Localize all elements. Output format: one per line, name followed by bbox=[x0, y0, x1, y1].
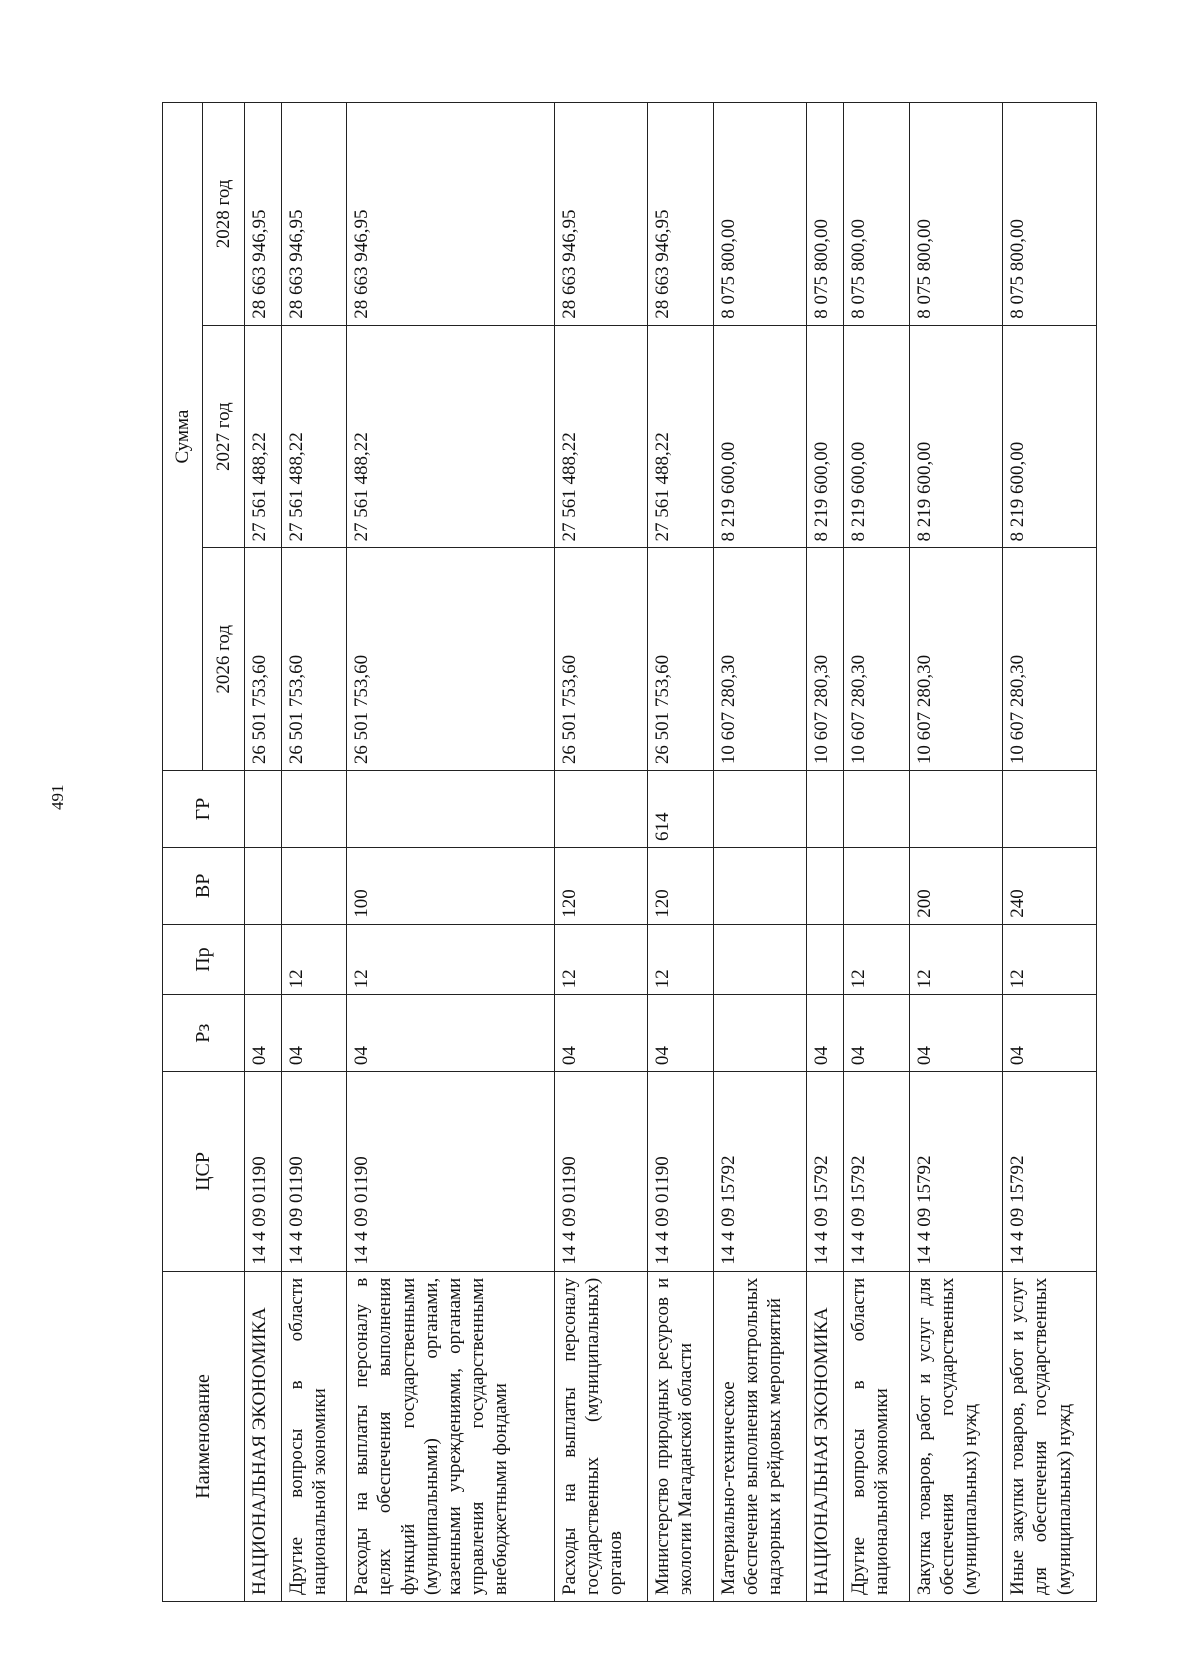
cell-name: Расходы на выплаты персоналу в целях обеспечения выполнения функций государственными (муниципальными) органами, казенными учреждениями, органами управления государственными внебюджетными фондами bbox=[347, 1271, 554, 1601]
cell-pr bbox=[807, 924, 844, 995]
cell-vr: 120 bbox=[554, 847, 648, 924]
header-csr: ЦСР bbox=[163, 1072, 245, 1272]
cell-sum-2026: 10 607 280,30 bbox=[713, 548, 807, 771]
cell-vr: 200 bbox=[909, 847, 1003, 924]
cell-sum-2028: 8 075 800,00 bbox=[713, 103, 807, 326]
cell-sum-2028: 8 075 800,00 bbox=[807, 103, 844, 326]
cell-gr bbox=[347, 771, 554, 848]
cell-rz: 04 bbox=[347, 995, 554, 1072]
cell-csr: 14 4 09 01190 bbox=[347, 1072, 554, 1272]
cell-gr bbox=[554, 771, 648, 848]
cell-sum-2028: 28 663 946,95 bbox=[648, 103, 713, 326]
cell-sum-2027: 27 561 488,22 bbox=[347, 325, 554, 548]
table-row bbox=[713, 103, 807, 1602]
cell-sum-2028: 8 075 800,00 bbox=[844, 103, 909, 326]
header-year-2028: 2028 год bbox=[203, 103, 245, 326]
cell-pr: 12 bbox=[347, 924, 554, 995]
cell-sum-2027: 27 561 488,22 bbox=[281, 325, 346, 548]
cell-name: НАЦИОНАЛЬНАЯ ЭКОНОМИКА bbox=[245, 1271, 282, 1601]
header-rz: Рз bbox=[163, 995, 245, 1072]
cell-rz bbox=[713, 995, 807, 1072]
cell-sum-2027: 27 561 488,22 bbox=[554, 325, 648, 548]
cell-sum-2028: 28 663 946,95 bbox=[281, 103, 346, 326]
rotated-table-container bbox=[162, 102, 1097, 1602]
cell-vr bbox=[713, 847, 807, 924]
cell-pr: 12 bbox=[1003, 924, 1097, 995]
table-row bbox=[844, 103, 909, 1602]
cell-sum-2028: 8 075 800,00 bbox=[1003, 103, 1097, 326]
cell-sum-2027: 27 561 488,22 bbox=[648, 325, 713, 548]
cell-gr bbox=[713, 771, 807, 848]
cell-csr: 14 4 09 01190 bbox=[554, 1072, 648, 1272]
cell-rz: 04 bbox=[281, 995, 346, 1072]
cell-sum-2027: 8 219 600,00 bbox=[807, 325, 844, 548]
cell-sum-2026: 10 607 280,30 bbox=[807, 548, 844, 771]
cell-rz: 04 bbox=[648, 995, 713, 1072]
cell-sum-2026: 10 607 280,30 bbox=[1003, 548, 1097, 771]
cell-vr bbox=[844, 847, 909, 924]
cell-vr: 120 bbox=[648, 847, 713, 924]
table-row bbox=[807, 103, 844, 1602]
table-row bbox=[909, 103, 1003, 1602]
cell-name: Расходы на выплаты персоналу государственных (муниципальных) органов bbox=[554, 1271, 648, 1601]
cell-csr: 14 4 09 01190 bbox=[648, 1072, 713, 1272]
cell-sum-2027: 8 219 600,00 bbox=[844, 325, 909, 548]
header-sum: Сумма bbox=[163, 103, 203, 771]
cell-name: Материально-техническое обеспечение выполнения контрольных надзорных и рейдовых мероприятий bbox=[713, 1271, 807, 1601]
cell-gr: 614 bbox=[648, 771, 713, 848]
cell-vr bbox=[281, 847, 346, 924]
table-row bbox=[347, 103, 554, 1602]
cell-pr bbox=[245, 924, 282, 995]
cell-sum-2026: 26 501 753,60 bbox=[554, 548, 648, 771]
cell-name: Другие вопросы в области национальной экономики bbox=[844, 1271, 909, 1601]
table-row bbox=[648, 103, 713, 1602]
cell-sum-2027: 8 219 600,00 bbox=[909, 325, 1003, 548]
cell-rz: 04 bbox=[909, 995, 1003, 1072]
cell-name: НАЦИОНАЛЬНАЯ ЭКОНОМИКА bbox=[807, 1271, 844, 1601]
cell-name: Иные закупки товаров, работ и услуг для обеспечения государственных (муниципальных) нужд bbox=[1003, 1271, 1097, 1601]
header-vr: ВР bbox=[163, 847, 245, 924]
cell-sum-2026: 26 501 753,60 bbox=[245, 548, 282, 771]
cell-gr bbox=[1003, 771, 1097, 848]
cell-sum-2028: 8 075 800,00 bbox=[909, 103, 1003, 326]
cell-vr bbox=[245, 847, 282, 924]
cell-vr: 100 bbox=[347, 847, 554, 924]
cell-pr bbox=[713, 924, 807, 995]
cell-gr bbox=[807, 771, 844, 848]
cell-sum-2028: 28 663 946,95 bbox=[554, 103, 648, 326]
cell-csr: 14 4 09 15792 bbox=[844, 1072, 909, 1272]
cell-sum-2026: 26 501 753,60 bbox=[347, 548, 554, 771]
cell-csr: 14 4 09 01190 bbox=[245, 1072, 282, 1272]
cell-name: Закупка товаров, работ и услуг для обеспечения государственных (муниципальных) нужд bbox=[909, 1271, 1003, 1601]
header-year-2026: 2026 год bbox=[203, 548, 245, 771]
table-row bbox=[554, 103, 648, 1602]
table-row bbox=[245, 103, 282, 1602]
cell-gr bbox=[844, 771, 909, 848]
cell-sum-2028: 28 663 946,95 bbox=[245, 103, 282, 326]
cell-sum-2027: 27 561 488,22 bbox=[245, 325, 282, 548]
cell-csr: 14 4 09 15792 bbox=[713, 1072, 807, 1272]
table-body bbox=[245, 103, 1097, 1602]
cell-sum-2028: 28 663 946,95 bbox=[347, 103, 554, 326]
cell-csr: 14 4 09 15792 bbox=[807, 1072, 844, 1272]
cell-sum-2026: 10 607 280,30 bbox=[909, 548, 1003, 771]
cell-sum-2027: 8 219 600,00 bbox=[1003, 325, 1097, 548]
cell-rz: 04 bbox=[1003, 995, 1097, 1072]
cell-rz: 04 bbox=[807, 995, 844, 1072]
table-row bbox=[1003, 103, 1097, 1602]
cell-sum-2026: 10 607 280,30 bbox=[844, 548, 909, 771]
cell-name: Министерство природных ресурсов и экологии Магаданской области bbox=[648, 1271, 713, 1601]
cell-pr: 12 bbox=[648, 924, 713, 995]
cell-gr bbox=[281, 771, 346, 848]
header-pr: Пр bbox=[163, 924, 245, 995]
cell-sum-2026: 26 501 753,60 bbox=[281, 548, 346, 771]
header-gr: ГР bbox=[163, 771, 245, 848]
cell-csr: 14 4 09 15792 bbox=[909, 1072, 1003, 1272]
cell-pr: 12 bbox=[554, 924, 648, 995]
cell-sum-2026: 26 501 753,60 bbox=[648, 548, 713, 771]
page-number: 491 bbox=[48, 784, 67, 810]
cell-rz: 04 bbox=[245, 995, 282, 1072]
cell-rz: 04 bbox=[844, 995, 909, 1072]
budget-table bbox=[162, 102, 1097, 1602]
cell-csr: 14 4 09 15792 bbox=[1003, 1072, 1097, 1272]
cell-gr bbox=[245, 771, 282, 848]
header-year-2027: 2027 год bbox=[203, 325, 245, 548]
cell-rz: 04 bbox=[554, 995, 648, 1072]
cell-vr: 240 bbox=[1003, 847, 1097, 924]
cell-pr: 12 bbox=[909, 924, 1003, 995]
cell-sum-2027: 8 219 600,00 bbox=[713, 325, 807, 548]
cell-csr: 14 4 09 01190 bbox=[281, 1072, 346, 1272]
cell-gr bbox=[909, 771, 1003, 848]
cell-vr bbox=[807, 847, 844, 924]
header-name: Наименование bbox=[163, 1271, 245, 1601]
table-row bbox=[281, 103, 346, 1602]
cell-pr: 12 bbox=[844, 924, 909, 995]
cell-name: Другие вопросы в области национальной экономики bbox=[281, 1271, 346, 1601]
cell-pr: 12 bbox=[281, 924, 346, 995]
